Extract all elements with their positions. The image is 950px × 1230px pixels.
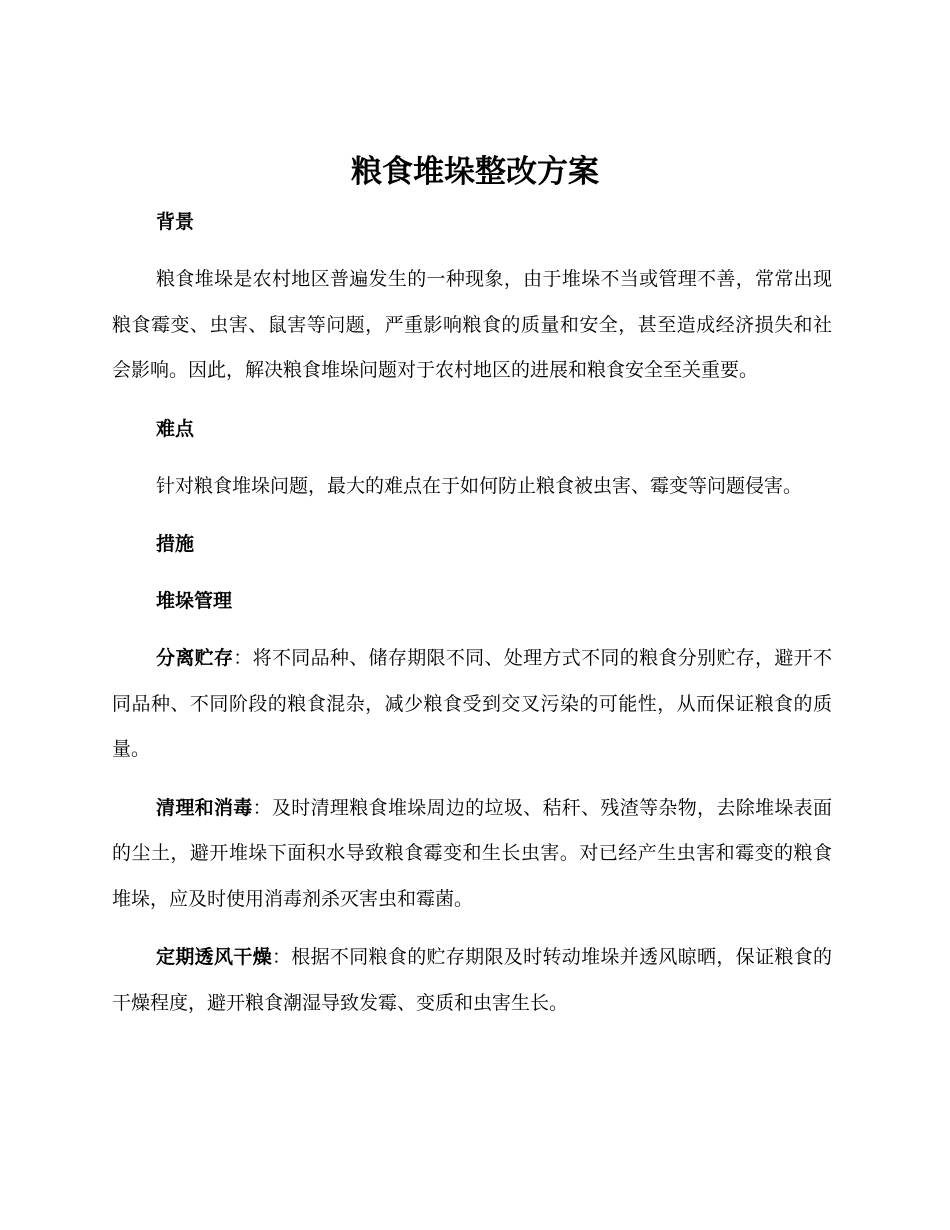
measure-text: ：及时清理粮食堆垛周边的垃圾、秸秆、残渣等杂物，去除堆垛表面的尘土，避开堆垛下面积水导致粮食霉变和生长虫害。对已经产生虫害和霉变的粮食堆垛，应及时使用消毒剂杀灭害虫和霉菌。 — [112, 796, 832, 910]
measure-text: ：将不同品种、储存期限不同、处理方式不同的粮食分别贮存，避开不同品种、不同阶段的粮食混杂，减少粮食受到交叉污染的可能性，从而保证粮食的质量。 — [112, 647, 832, 760]
document-body — [112, 200, 832, 1026]
paragraph-measure-ventilate-dry — [112, 935, 832, 1026]
section-heading-difficulty: 难点 — [156, 417, 195, 440]
section-heading-background: 背景 — [156, 211, 195, 233]
measure-text: ：根据不同粮食的贮存期限及时转动堆垛并透风晾晒，保证粮食的干燥程度，避开粮食潮湿导致发霉、变质和虫害生长。 — [112, 946, 832, 1014]
subsection-heading-stack-management: 堆垛管理 — [156, 590, 233, 612]
paragraph-background: 粮食堆垛是农村地区普遍发生的一种现象，由于堆垛不当或管理不善，常常出现粮食霉变、虫害、鼠害等问题，严重影响粮食的质量和安全，甚至造成经济损失和社会影响。因此，解决粮食堆垛问题对于农村地区的进展和粮食安全至关重要。 — [112, 268, 832, 381]
document-title: 粮食堆垛整改方案 — [351, 154, 599, 190]
section-heading-measures: 措施 — [156, 533, 195, 555]
measure-term: 分离贮存 — [156, 647, 234, 669]
paragraph-measure-separate-storage — [112, 636, 832, 773]
paragraph-measure-clean-disinfect — [112, 786, 832, 923]
paragraph-difficulty: 针对粮食堆垛问题，最大的难点在于如何防止粮食被虫害、霉变等问题侵害。 — [156, 474, 803, 497]
measure-term: 定期透风干燥 — [156, 946, 272, 968]
measure-term: 清理和消毒 — [156, 796, 253, 819]
